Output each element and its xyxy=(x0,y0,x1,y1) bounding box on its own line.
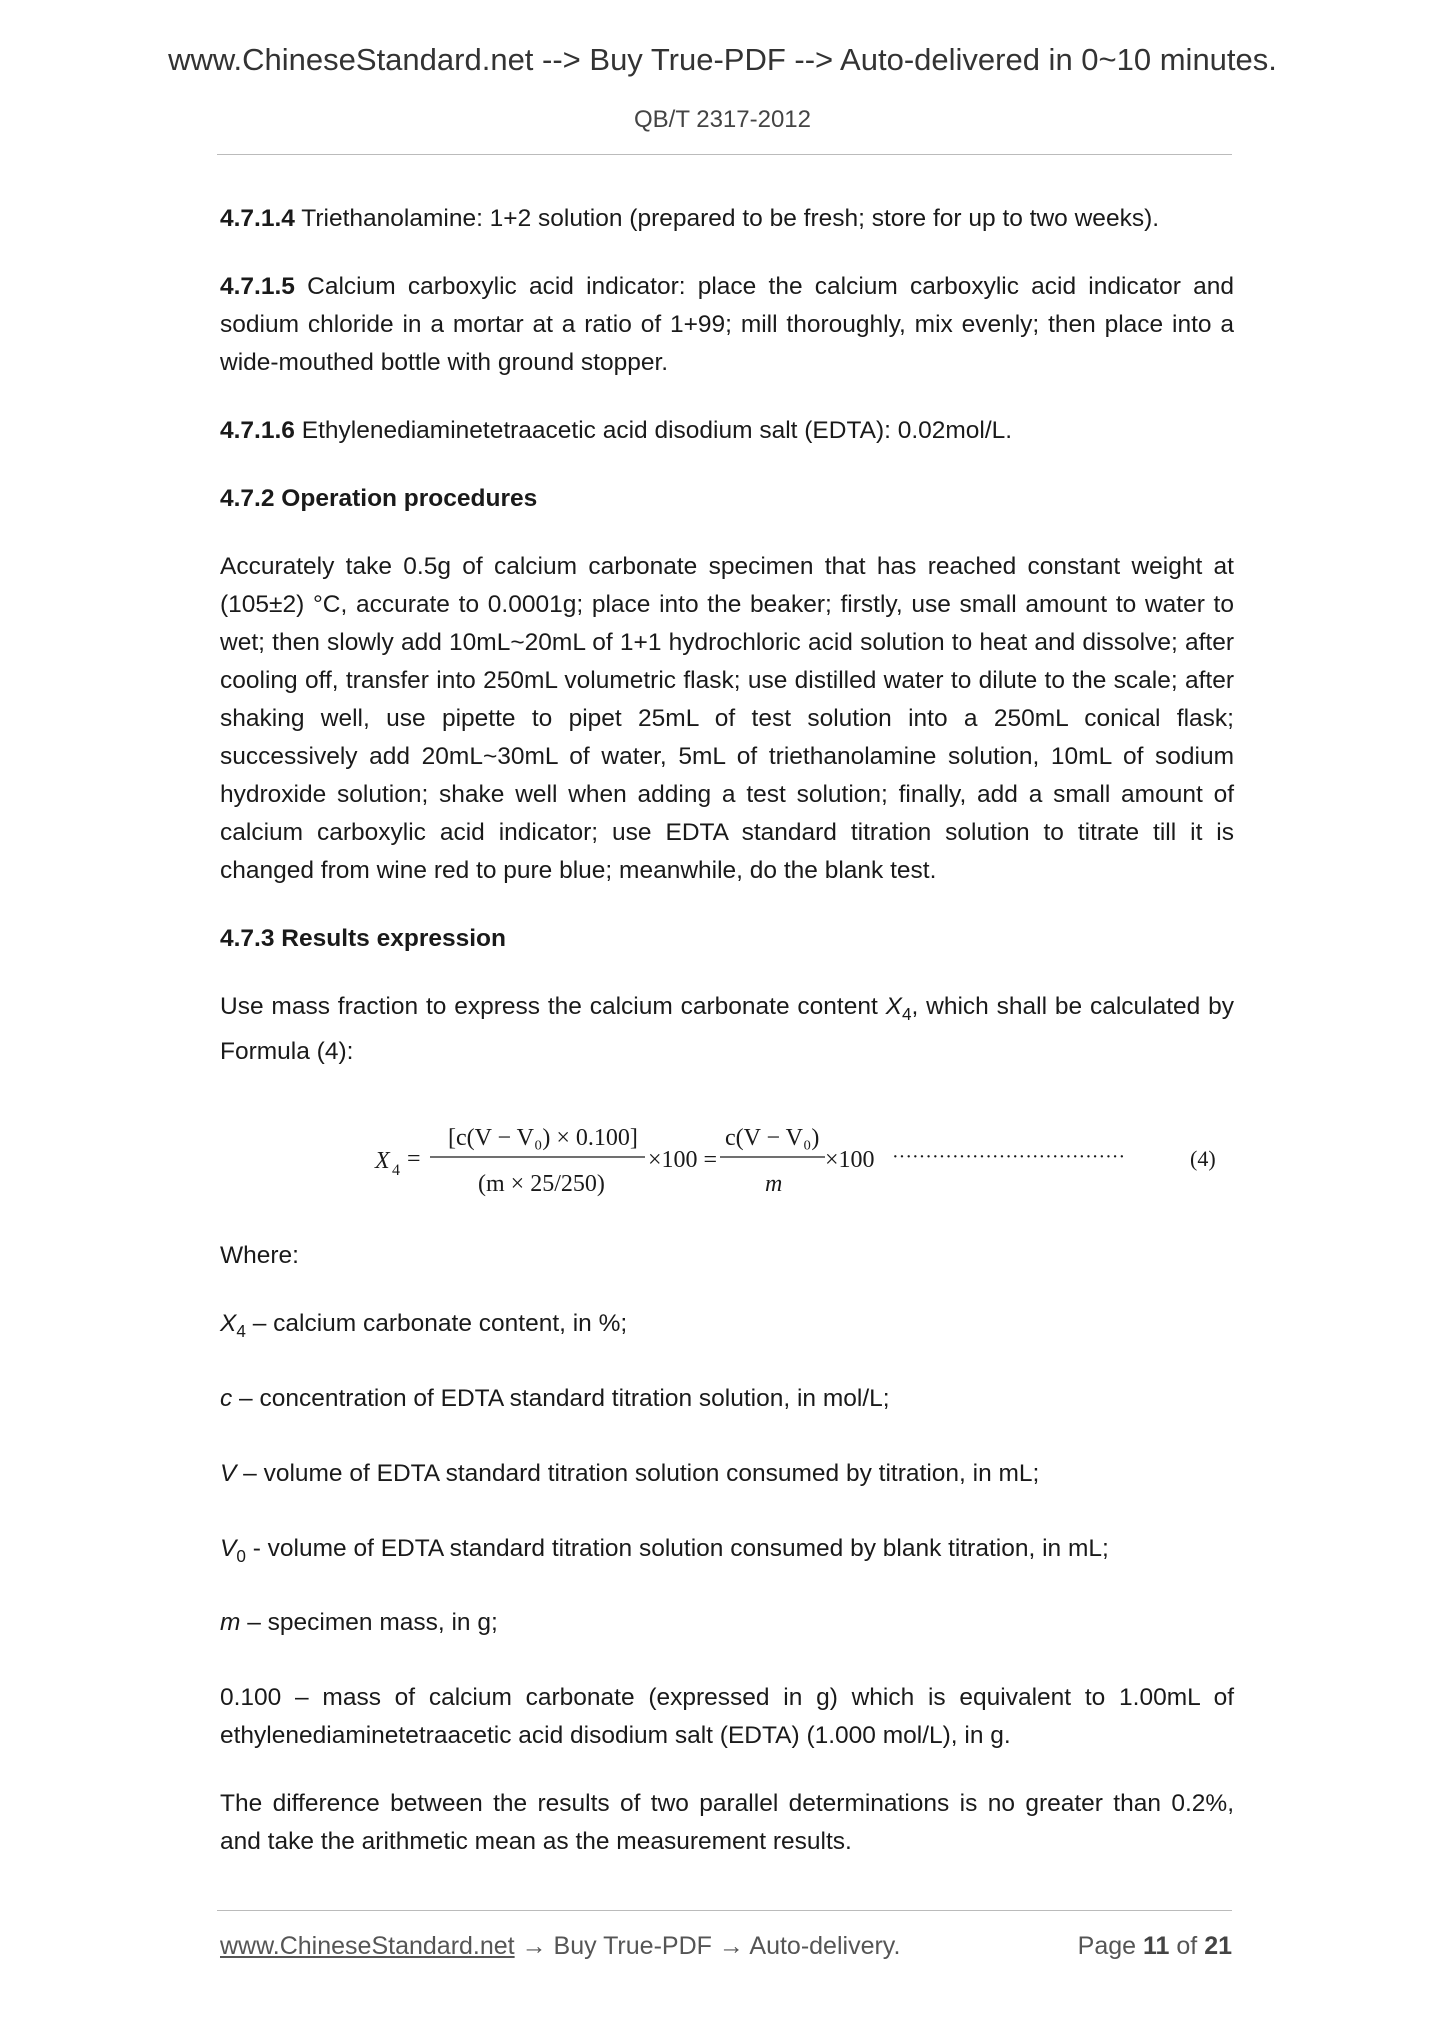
footer-divider xyxy=(217,1910,1232,1911)
top-banner: www.ChineseStandard.net --> Buy True-PDF --> Auto-delivered in 0~10 minutes. xyxy=(168,42,1277,77)
standard-code: QB/T 2317-2012 xyxy=(633,106,811,133)
definition-item: $V_0$ - volume of EDTA standard titration solution consumed by blank titration, in mL; xyxy=(220,1534,1109,1566)
clause-4-7-1-6 xyxy=(220,412,1234,450)
definition-item: $X_4$ – calcium carbonate content, in %; xyxy=(220,1309,628,1341)
formula-times-100-1: ×100 = xyxy=(648,1146,718,1173)
formula-4 xyxy=(220,1105,1234,1215)
formula-graphic xyxy=(220,1105,1234,1215)
clause-4-7-1-4 xyxy=(220,200,1234,238)
formula-denominator-1: (m × 25/250) xyxy=(478,1170,605,1197)
formula-numerator-2: c(V − V₀) xyxy=(725,1124,820,1151)
results-intro: Use mass fraction to express the calcium carbonate content $X_4$, which shall be calculated by Formula (4): xyxy=(220,993,1234,1065)
formula-number: (4) xyxy=(1190,1145,1216,1171)
clause-number: 4.7.1.4 xyxy=(220,205,295,232)
definition-item: V – volume of EDTA standard titration solution consumed by titration, in mL; xyxy=(220,1459,1040,1487)
formula-times-100-2: ×100 xyxy=(825,1146,875,1173)
heading-operation-procedures: 4.7.2 Operation procedures xyxy=(220,485,538,512)
formula-numerator-1: [c(V − V₀) × 0.100] xyxy=(448,1124,638,1151)
page-footer xyxy=(220,1932,1232,1961)
clause-number: 4.7.1.5 xyxy=(220,273,295,300)
clause-text: Calcium carboxylic acid indicator: place the calcium carboxylic acid indicator and sodium chloride in a mortar at a ratio of 1+99; mill thoroughly, mix evenly; then place into a wide-mouthed bottle with ground stopper. xyxy=(220,273,1234,376)
footer-tagline: → Buy True-PDF → Auto-delivery. xyxy=(514,1932,901,1960)
clause-4-7-1-5 xyxy=(220,268,1234,382)
footer-site-link[interactable]: www.ChineseStandard.net xyxy=(220,1932,515,1960)
page-number: 11 xyxy=(1143,1932,1170,1960)
formula-equals: = xyxy=(407,1145,421,1172)
definition-0100: 0.100 – mass of calcium carbonate (expressed in g) which is equivalent to 1.00mL of ethylenediaminetetraacetic acid disodium salt (EDTA) (1.000 mol/L), in g. xyxy=(220,1684,1234,1750)
header-divider xyxy=(217,154,1232,155)
clause-text: Ethylenediaminetetraacetic acid disodium salt (EDTA): 0.02mol/L. xyxy=(294,417,1013,444)
definition-list xyxy=(220,1305,1234,1649)
formula-lhs: X xyxy=(375,1147,390,1174)
document-body xyxy=(220,200,1234,1861)
definition-item: c – concentration of EDTA standard titration solution, in mol/L; xyxy=(220,1384,890,1412)
page-indicator: Page 11 of 21 xyxy=(1077,1932,1232,1960)
formula-lhs-sub: 4 xyxy=(392,1161,400,1179)
closing-paragraph: The difference between the results of two parallel determinations is no greater than 0.2%, and take the arithmetic mean as the measurement results. xyxy=(220,1790,1234,1856)
definition-item: m – specimen mass, in g; xyxy=(220,1609,498,1637)
heading-results-expression: 4.7.3 Results expression xyxy=(220,925,506,952)
formula-leader-dots: ··································· xyxy=(892,1145,1126,1168)
page-total: 21 xyxy=(1204,1932,1232,1960)
operation-procedures-text: Accurately take 0.5g of calcium carbonate specimen that has reached constant weight at (105±2) °C, accurate to 0.0001g; place into the beaker; firstly, use small amount to water to wet; then slowly add 10mL~20mL of 1+1 hydrochloric acid solution to heat and dissolve; after cooling off, transfer into 250mL volumetric flask; use distilled water to dilute to the scale; after shaking well, use pipette to pipet 25mL of test solution into a 250mL conical flask; successively add 20mL~30mL of water, 5mL of triethanolamine solution, 10mL of sodium hydroxide solution; shake well when adding a test solution; finally, add a small amount of calcium carboxylic acid indicator; use EDTA standard titration solution to titrate till it is changed from wine red to pure blue; meanwhile, do the blank test. xyxy=(220,553,1234,884)
where-label: Where: xyxy=(220,1241,299,1269)
clause-text: Triethanolamine: 1+2 solution (prepared to be fresh; store for up to two weeks). xyxy=(294,205,1160,232)
formula-denominator-2: m xyxy=(765,1170,783,1197)
clause-number: 4.7.1.6 xyxy=(220,417,295,444)
